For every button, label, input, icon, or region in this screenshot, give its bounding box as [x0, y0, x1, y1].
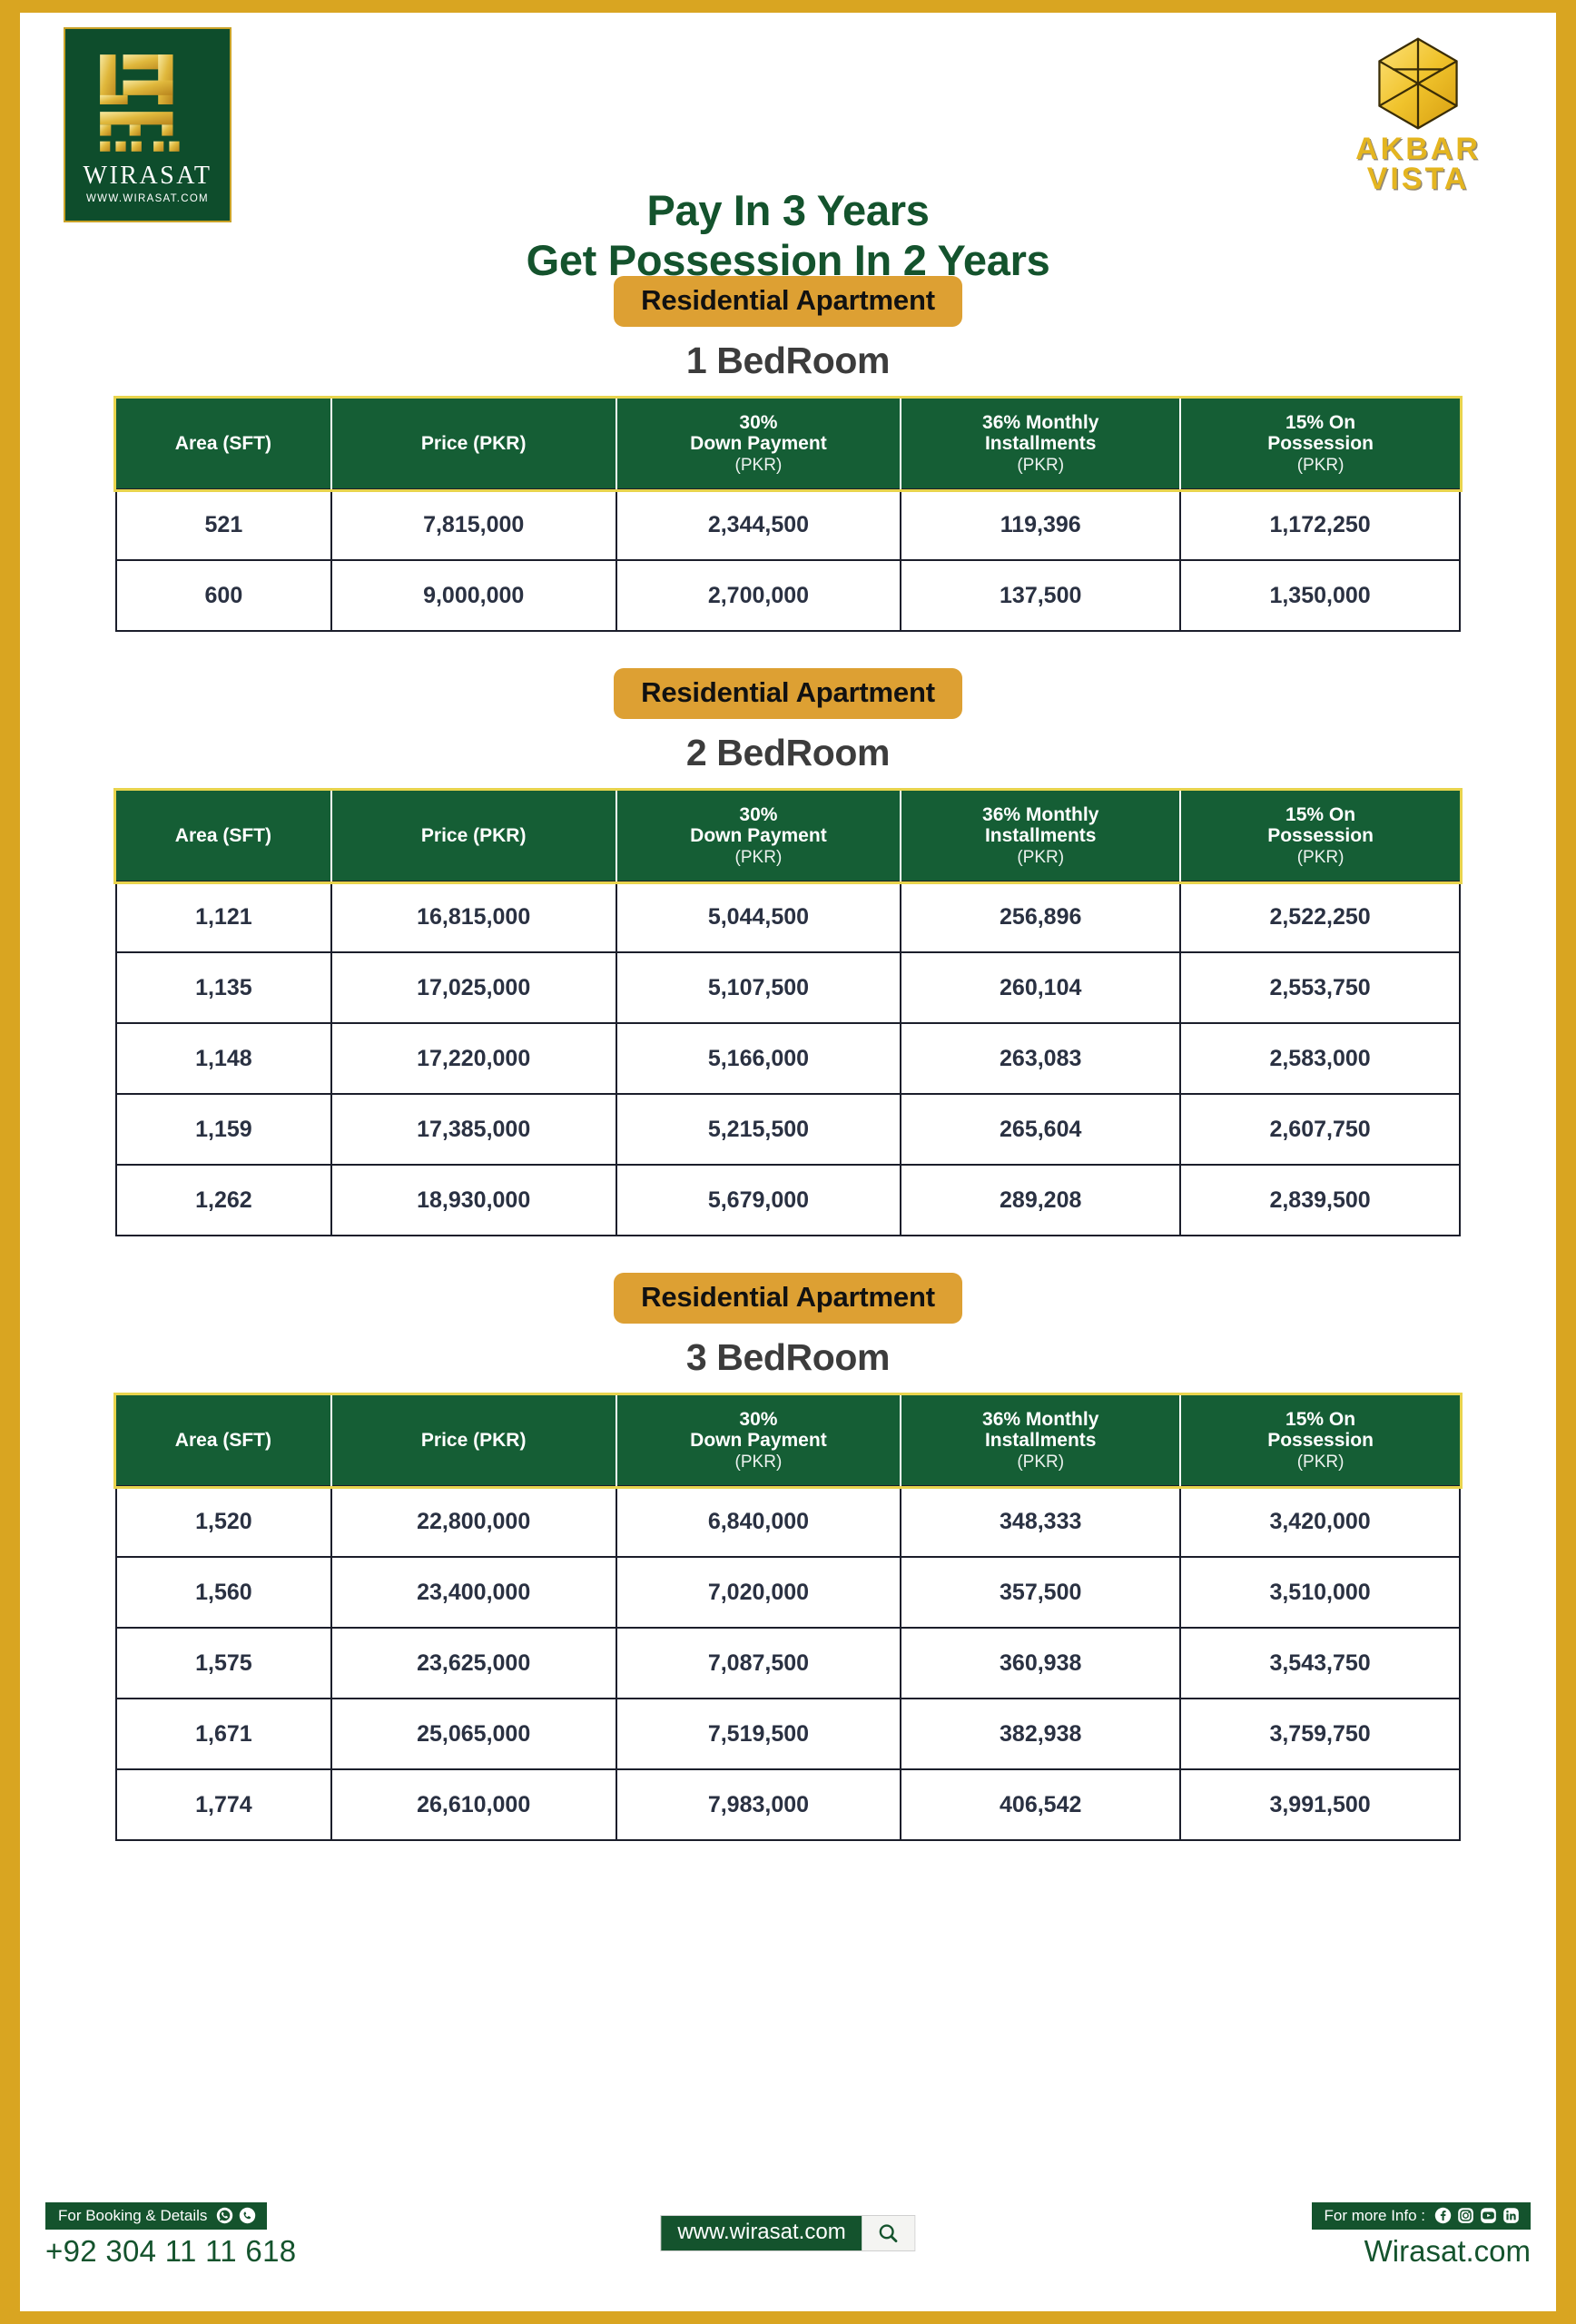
column-header-line2: Down Payment: [690, 1430, 827, 1452]
search-button[interactable]: [862, 2216, 915, 2250]
table-cell: 1,520: [116, 1486, 331, 1557]
column-header-currency: (PKR): [1017, 1452, 1065, 1472]
header: [20, 13, 1556, 285]
column-header-line1: 15% On: [1285, 411, 1356, 433]
table-header-row: [116, 399, 1460, 489]
search-icon: [877, 2221, 901, 2245]
table-cell: 17,385,000: [331, 1094, 616, 1165]
website-search-bar[interactable]: [660, 2215, 915, 2251]
column-header-line1: 30%: [739, 1408, 778, 1430]
table-cell: 2,583,000: [1180, 1023, 1460, 1094]
column-header: [901, 1395, 1180, 1486]
table-row: [116, 1699, 1460, 1769]
wirasat-url: WWW.WIRASAT.COM: [86, 193, 209, 204]
table-cell: 357,500: [901, 1557, 1180, 1628]
column-header-line1: Price (PKR): [420, 824, 527, 846]
bedroom-title: 3 BedRoom: [685, 1336, 891, 1378]
table-cell: 1,148: [116, 1023, 331, 1094]
column-header-line1: Area (SFT): [174, 1429, 271, 1451]
residential-apartment-badge: Residential Apartment: [614, 668, 962, 719]
payment-plan-table: [115, 791, 1461, 1236]
table-cell: 2,839,500: [1180, 1165, 1460, 1236]
table-cell: 23,625,000: [331, 1628, 616, 1699]
column-header: [116, 399, 331, 489]
table-cell: 600: [116, 560, 331, 631]
table-cell: 1,575: [116, 1628, 331, 1699]
payment-plan-table-wrapper: [115, 791, 1461, 1236]
column-header-line2: Down Payment: [690, 825, 827, 847]
table-cell: 1,350,000: [1180, 560, 1460, 631]
table-cell: 1,262: [116, 1165, 331, 1236]
phone-icon[interactable]: [239, 2207, 256, 2224]
table-cell: 260,104: [901, 952, 1180, 1023]
table-cell: 18,930,000: [331, 1165, 616, 1236]
table-cell: 3,991,500: [1180, 1769, 1460, 1840]
table-row: [116, 1023, 1460, 1094]
table-cell: 16,815,000: [331, 881, 616, 952]
booking-block: [45, 2202, 445, 2266]
column-header-line1: Area (SFT): [174, 824, 271, 846]
column-header-currency: (PKR): [1296, 847, 1345, 867]
table-cell: 2,344,500: [616, 489, 901, 560]
table-cell: 1,671: [116, 1699, 331, 1769]
table-cell: 119,396: [901, 489, 1180, 560]
table-cell: 360,938: [901, 1628, 1180, 1699]
plan-section: [20, 1273, 1556, 1841]
more-info-label: For more Info :: [1324, 2207, 1425, 2224]
section-header: [20, 668, 1556, 774]
wirasat-wordmark: WIRASAT: [83, 162, 212, 190]
column-header-currency: (PKR): [1296, 1452, 1345, 1472]
booking-strip: [45, 2202, 267, 2230]
column-header: [1180, 791, 1460, 881]
table-row: [116, 881, 1460, 952]
column-header-line2: Installments: [984, 433, 1097, 455]
column-header-currency: (PKR): [1296, 455, 1345, 475]
plan-section: [20, 276, 1556, 632]
youtube-icon[interactable]: [1480, 2207, 1497, 2224]
column-header-line2: Possession: [1267, 433, 1374, 455]
table-cell: 1,172,250: [1180, 489, 1460, 560]
column-header-line1: 36% Monthly: [982, 1408, 1099, 1430]
table-cell: 23,400,000: [331, 1557, 616, 1628]
table-cell: 2,607,750: [1180, 1094, 1460, 1165]
table-cell: 5,166,000: [616, 1023, 901, 1094]
column-header-line2: Installments: [984, 1430, 1097, 1452]
column-header-line2: Installments: [984, 825, 1097, 847]
table-cell: 7,983,000: [616, 1769, 901, 1840]
table-row: [116, 1769, 1460, 1840]
kufic-calligraphy-icon: [93, 49, 203, 160]
table-cell: 1,121: [116, 881, 331, 952]
table-cell: 137,500: [901, 560, 1180, 631]
table-cell: 263,083: [901, 1023, 1180, 1094]
section-header: [20, 1273, 1556, 1379]
table-row: [116, 1486, 1460, 1557]
table-cell: 289,208: [901, 1165, 1180, 1236]
bedroom-title: 1 BedRoom: [685, 340, 891, 381]
table-cell: 6,840,000: [616, 1486, 901, 1557]
payment-plan-table: [115, 399, 1461, 632]
table-cell: 1,774: [116, 1769, 331, 1840]
vista-name-line1: AKBAR: [1355, 132, 1481, 166]
table-cell: 7,020,000: [616, 1557, 901, 1628]
table-row: [116, 489, 1460, 560]
column-header: [331, 791, 616, 881]
column-header-line1: 36% Monthly: [982, 411, 1099, 433]
column-header: [331, 1395, 616, 1486]
plan-sections: [20, 276, 1556, 1841]
linkedin-icon[interactable]: [1502, 2207, 1520, 2224]
table-header-row: [116, 791, 1460, 881]
column-header-currency: (PKR): [734, 847, 783, 867]
booking-icons: [216, 2207, 256, 2224]
title-line-1: Pay In 3 Years: [646, 186, 930, 234]
column-header-line1: 30%: [739, 411, 778, 433]
booking-phone[interactable]: +92 304 11 11 618: [45, 2234, 297, 2268]
column-header-currency: (PKR): [734, 455, 783, 475]
table-cell: 5,215,500: [616, 1094, 901, 1165]
page-title: [20, 185, 1556, 286]
bedroom-title: 2 BedRoom: [685, 732, 891, 773]
table-row: [116, 1557, 1460, 1628]
table-cell: 1,135: [116, 952, 331, 1023]
column-header: [116, 791, 331, 881]
column-header: [331, 399, 616, 489]
table-cell: 1,560: [116, 1557, 331, 1628]
residential-apartment-badge: Residential Apartment: [614, 276, 962, 327]
table-cell: 5,044,500: [616, 881, 901, 952]
table-cell: 1,159: [116, 1094, 331, 1165]
table-cell: 17,220,000: [331, 1023, 616, 1094]
column-header: [616, 791, 901, 881]
plan-section: [20, 668, 1556, 1236]
table-header-row: [116, 1395, 1460, 1486]
table-cell: 3,759,750: [1180, 1699, 1460, 1769]
table-cell: 3,420,000: [1180, 1486, 1460, 1557]
table-row: [116, 1165, 1460, 1236]
table-cell: 25,065,000: [331, 1699, 616, 1769]
table-cell: 256,896: [901, 881, 1180, 952]
column-header-currency: (PKR): [1017, 455, 1065, 475]
social-icons: [1434, 2207, 1520, 2224]
table-cell: 2,522,250: [1180, 881, 1460, 952]
table-cell: 9,000,000: [331, 560, 616, 631]
column-header: [901, 399, 1180, 489]
section-header: [20, 276, 1556, 382]
payment-plan-table-wrapper: [115, 1395, 1461, 1841]
column-header: [1180, 399, 1460, 489]
column-header-line1: 30%: [739, 803, 778, 825]
column-header: [616, 399, 901, 489]
column-header-line2: Possession: [1267, 825, 1374, 847]
table-cell: 17,025,000: [331, 952, 616, 1023]
column-header-line1: Price (PKR): [420, 1429, 527, 1451]
table-cell: 406,542: [901, 1769, 1180, 1840]
payment-plan-table: [115, 1395, 1461, 1841]
table-row: [116, 560, 1460, 631]
table-cell: 521: [116, 489, 331, 560]
more-info-block: [1312, 2202, 1531, 2266]
flyer-page: [20, 13, 1556, 2311]
table-cell: 2,700,000: [616, 560, 901, 631]
column-header-currency: (PKR): [1017, 847, 1065, 867]
title-line-2: Get Possession In 2 Years: [526, 236, 1050, 285]
column-header-line2: Down Payment: [690, 433, 827, 455]
column-header-line2: Possession: [1267, 1430, 1374, 1452]
payment-plan-table-wrapper: [115, 399, 1461, 632]
table-cell: 7,815,000: [331, 489, 616, 560]
table-cell: 26,610,000: [331, 1769, 616, 1840]
column-header: [1180, 1395, 1460, 1486]
column-header-line1: Price (PKR): [420, 432, 527, 454]
more-info-strip: [1312, 2202, 1531, 2230]
column-header-line1: 15% On: [1285, 803, 1356, 825]
facebook-icon[interactable]: [1434, 2207, 1452, 2224]
search-input[interactable]: www.wirasat.com: [661, 2216, 862, 2250]
table-row: [116, 952, 1460, 1023]
column-header-line1: 15% On: [1285, 1408, 1356, 1430]
vista-name-line2: VISTA: [1366, 162, 1470, 197]
column-header-currency: (PKR): [734, 1452, 783, 1472]
table-cell: 5,107,500: [616, 952, 901, 1023]
table-cell: 5,679,000: [616, 1165, 901, 1236]
table-cell: 2,553,750: [1180, 952, 1460, 1023]
column-header: [616, 1395, 901, 1486]
column-header: [116, 1395, 331, 1486]
instagram-icon[interactable]: [1457, 2207, 1474, 2224]
booking-label: For Booking & Details: [58, 2207, 208, 2224]
column-header-line1: 36% Monthly: [982, 803, 1099, 825]
column-header-line1: Area (SFT): [174, 432, 271, 454]
table-row: [116, 1094, 1460, 1165]
table-cell: 3,510,000: [1180, 1557, 1460, 1628]
akbar-vista-logo: [1327, 33, 1509, 195]
website-text[interactable]: Wirasat.com: [1364, 2234, 1531, 2268]
column-header: [901, 791, 1180, 881]
whatsapp-icon[interactable]: [216, 2207, 233, 2224]
hexagon-gem-icon: [1364, 33, 1472, 134]
footer: [20, 2193, 1556, 2311]
table-cell: 7,519,500: [616, 1699, 901, 1769]
table-cell: 348,333: [901, 1486, 1180, 1557]
table-cell: 22,800,000: [331, 1486, 616, 1557]
table-cell: 7,087,500: [616, 1628, 901, 1699]
table-cell: 3,543,750: [1180, 1628, 1460, 1699]
table-cell: 265,604: [901, 1094, 1180, 1165]
table-row: [116, 1628, 1460, 1699]
table-cell: 382,938: [901, 1699, 1180, 1769]
residential-apartment-badge: Residential Apartment: [614, 1273, 962, 1324]
